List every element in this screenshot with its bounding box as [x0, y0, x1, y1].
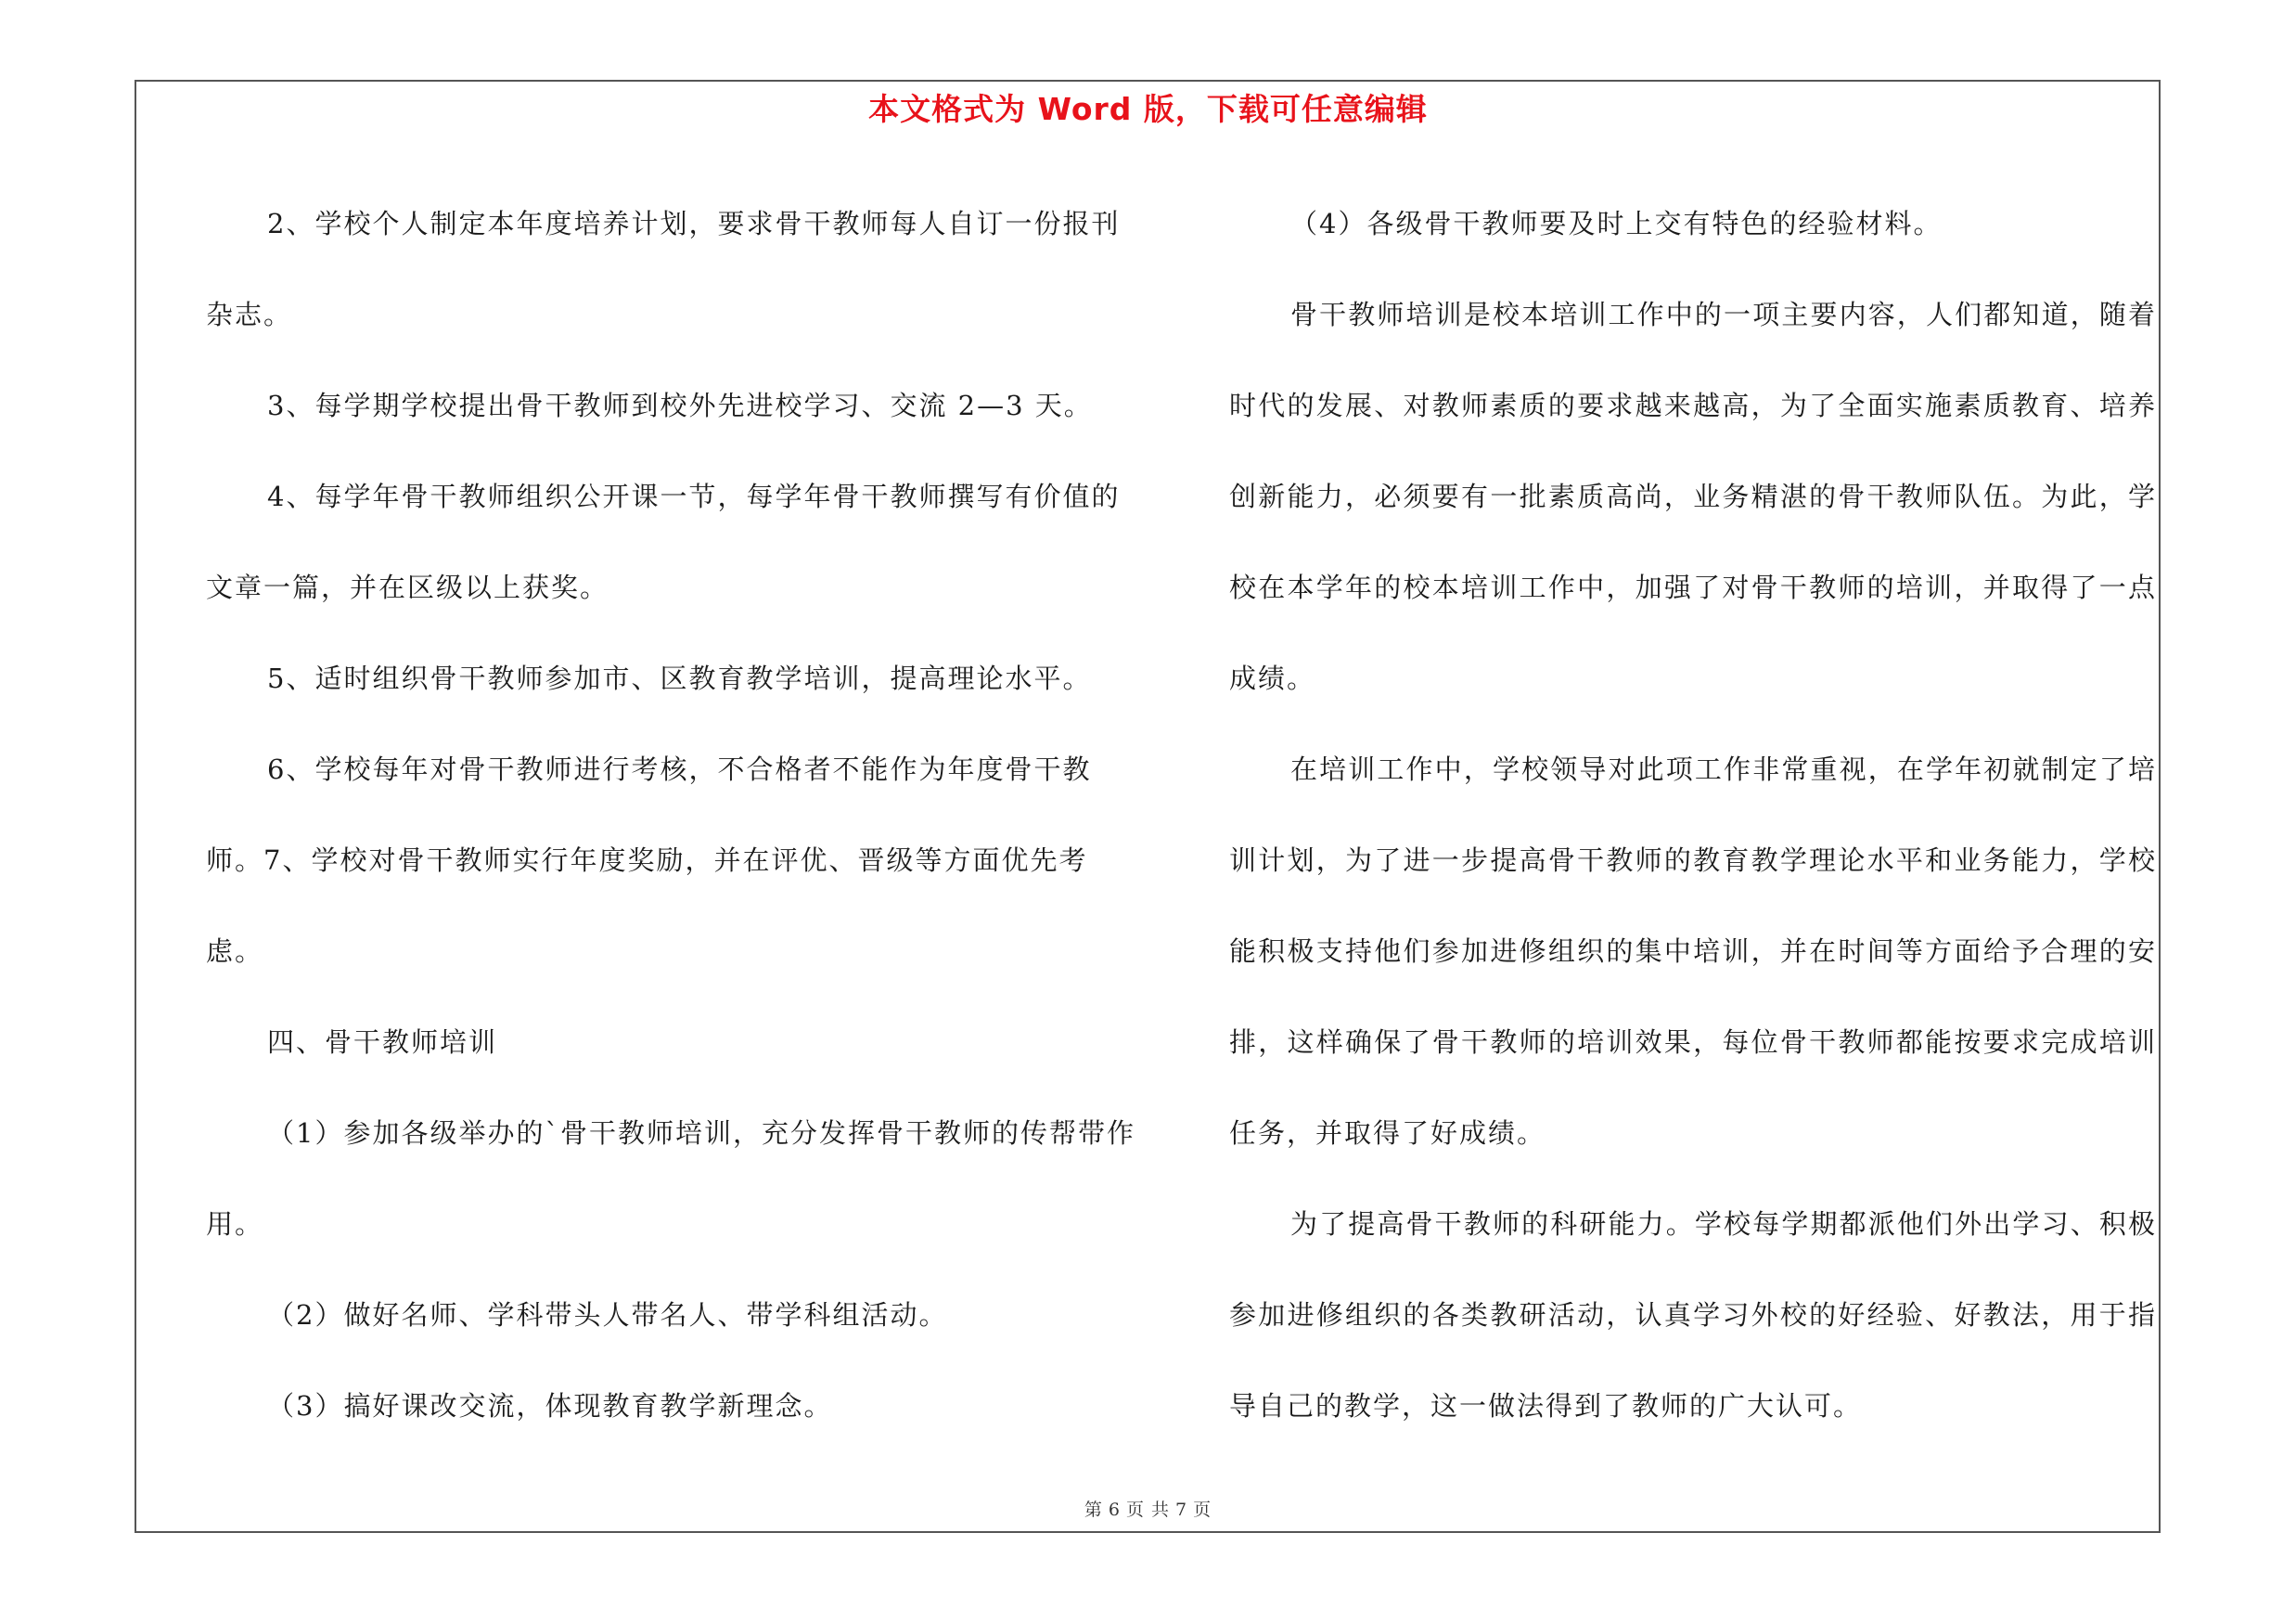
paragraph: 为了提高骨干教师的科研能力。学校每学期都派他们外出学习、积极参加进修组织的各类教研活动，认真学习外校的好经验、好教法，用于指导自己的教学，这一做法得到了教师的广大认可。: [1229, 1208, 2157, 1422]
current-page-number: 6: [1108, 1500, 1121, 1520]
paragraph: 6、学校每年对骨干教师进行考核，不合格者不能作为年度骨干教师。7、学校对骨干教师实行年度奖励，并在评优、晋级等方面优先考虑。: [206, 754, 1092, 967]
footer-suffix: 页: [1193, 1500, 1212, 1520]
paragraph: 在培训工作中，学校领导对此项工作非常重视，在学年初就制定了培训计划，为了进一步提高骨干教师的教育教学理论水平和业务能力，学校能积极支持他们参加进修组织的集中培训，并在时间等方面给予合理的安排，这样确保了骨干教师的培训效果，每位骨干教师都能按要求完成培训任务，并取得了好成绩。: [1229, 754, 2157, 1149]
right-column: [1229, 178, 2157, 1451]
section-heading: 四、骨干教师培训: [267, 1026, 498, 1058]
paragraph: （4）各级骨干教师要及时上交有特色的经验材料。: [1290, 208, 1943, 239]
page-number-footer: [0, 1496, 2296, 1521]
paragraph: 2、学校个人制定本年度培养计划，要求骨干教师每人自订一份报刊杂志。: [206, 208, 1121, 330]
paragraph: （2）做好名师、学科带头人带名人、带学科组活动。: [267, 1299, 948, 1331]
paragraph: （3）搞好课改交流，体现教育教学新理念。: [267, 1390, 833, 1422]
paragraph: 3、每学期学校提出骨干教师到校外先进校学习、交流 2—3 天。: [267, 390, 1093, 421]
footer-prefix: 第: [1084, 1500, 1103, 1520]
paragraph: 4、每学年骨干教师组织公开课一节，每学年骨干教师撰写有价值的文章一篇，并在区级以上获奖。: [206, 481, 1121, 603]
left-column: [206, 178, 1143, 1451]
paragraph: 5、适时组织骨干教师参加市、区教育教学培训，提高理论水平。: [267, 663, 1092, 694]
footer-middle: 页 共: [1125, 1500, 1171, 1520]
paragraph: （1）参加各级举办的`骨干教师培训，充分发挥骨干教师的传帮带作用。: [206, 1117, 1135, 1240]
paragraph: 骨干教师培训是校本培训工作中的一项主要内容，人们都知道，随着时代的发展、对教师素质的要求越来越高，为了全面实施素质教育、培养创新能力，必须要有一批素质高尚，业务精湛的骨干教师队伍。为此，学校在本学年的校本培训工作中，加强了对骨干教师的培训，并取得了一点成绩。: [1229, 299, 2157, 694]
total-page-count: 7: [1175, 1500, 1188, 1520]
format-notice-banner: 本文格式为 Word 版，下载可任意编辑: [868, 91, 1428, 127]
